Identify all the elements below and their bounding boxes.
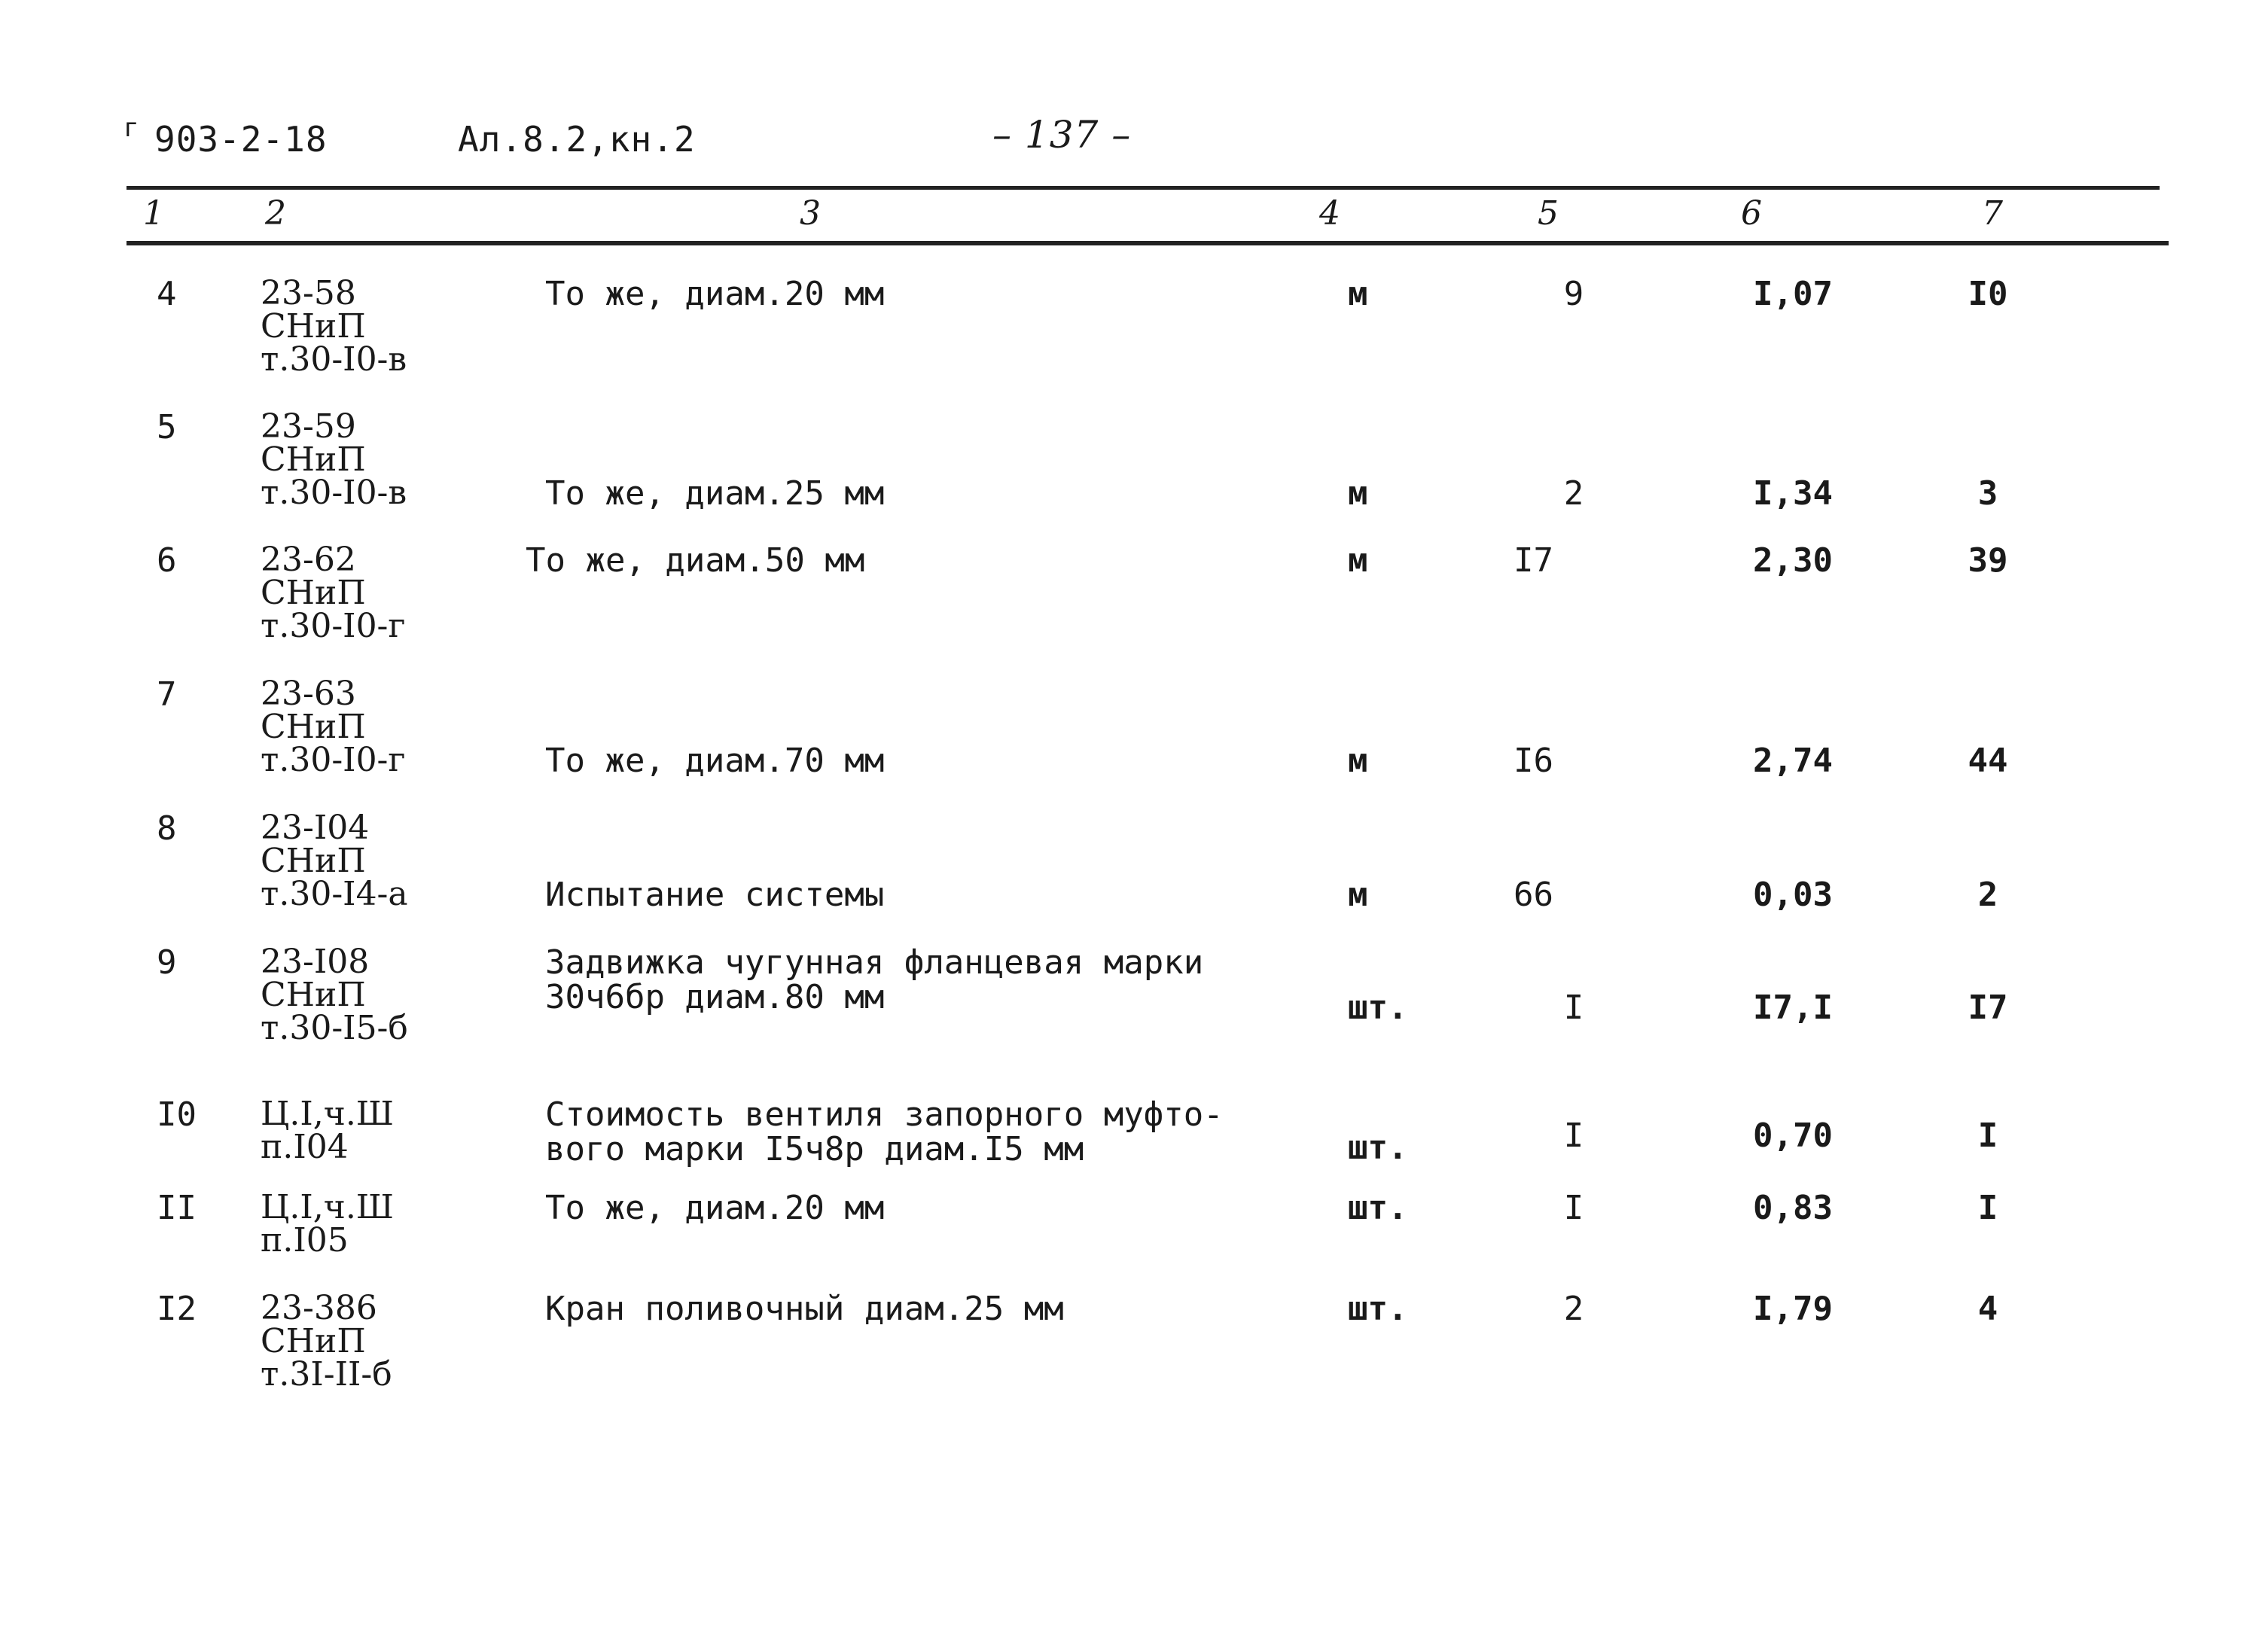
total-cost: 44	[1968, 742, 2008, 780]
unit-price: I,34	[1753, 474, 1833, 513]
work-description: То же, диам.20 мм	[545, 275, 885, 313]
column-number-4: 4	[1319, 194, 1340, 233]
work-description: То же, диам.50 мм	[526, 541, 865, 580]
unit-price: 0,03	[1753, 876, 1833, 914]
row-number: 8	[157, 809, 177, 848]
work-description: Кран поливочный диам.25 мм	[545, 1290, 1064, 1328]
total-cost: 2	[1977, 876, 1998, 914]
unit-price: 2,74	[1753, 742, 1833, 780]
column-number-7: 7	[1982, 194, 2003, 233]
row-number: 7	[157, 675, 177, 714]
unit-price: I,07	[1753, 275, 1833, 313]
norm-reference: Ц.I,ч.Ш п.I05	[261, 1188, 395, 1260]
work-description: Задвижка чугунная фланцевая марки 30ч6бр диам.80 мм	[545, 943, 1204, 1016]
unit: м	[1348, 474, 1368, 513]
total-cost: 3	[1977, 474, 1998, 513]
row-number: 6	[157, 541, 177, 580]
row-number: II	[157, 1189, 197, 1227]
quantity: I	[1563, 1116, 1584, 1155]
row-number: 9	[157, 943, 177, 982]
quantity: I7	[1514, 541, 1553, 580]
norm-reference: Ц.I,ч.Ш п.I04	[261, 1095, 395, 1166]
document-code: 903-2-18	[154, 119, 328, 160]
quantity: 66	[1514, 876, 1553, 914]
quantity: I6	[1514, 742, 1553, 780]
total-cost: I7	[1968, 989, 2008, 1027]
norm-reference: 23-58 СНиП т.30-I0-в	[261, 274, 407, 379]
page-number: – 137 –	[992, 113, 1132, 157]
total-cost: I	[1977, 1116, 1998, 1155]
album-reference: Ал.8.2,кн.2	[458, 119, 696, 160]
column-number-1: 1	[143, 194, 164, 233]
row-number: 5	[157, 408, 177, 446]
row-number: I2	[157, 1290, 197, 1328]
total-cost: 39	[1968, 541, 2008, 580]
quantity: I	[1563, 989, 1584, 1027]
unit: м	[1348, 742, 1368, 780]
quantity: 9	[1563, 275, 1584, 313]
work-description: То же, диам.25 мм	[545, 474, 885, 513]
norm-reference: 23-I04 СНиП т.30-I4-а	[261, 809, 408, 913]
column-number-5: 5	[1538, 194, 1559, 233]
unit: шт.	[1348, 1129, 1408, 1167]
unit-price: I7,I	[1753, 989, 1833, 1027]
unit: м	[1348, 541, 1368, 580]
column-number-2: 2	[265, 194, 286, 233]
total-cost: I	[1977, 1189, 1998, 1227]
norm-reference: 23-63 СНиП т.30-I0-г	[261, 675, 406, 779]
work-description: То же, диам.70 мм	[545, 742, 885, 780]
row-number: I0	[157, 1095, 197, 1134]
norm-reference: 23-386 СНиП т.3I-II-б	[261, 1289, 392, 1394]
work-description: Стоимость вентиля запорного муфто- вого марки I5ч8р диам.I5 мм	[545, 1095, 1224, 1168]
total-cost: I0	[1968, 275, 2008, 313]
quantity: 2	[1563, 474, 1584, 513]
table-top-rule	[127, 186, 2160, 190]
unit-price: I,79	[1753, 1290, 1833, 1328]
work-description: Испытание системы	[545, 876, 885, 914]
unit: м	[1348, 275, 1368, 313]
unit: м	[1348, 876, 1368, 914]
norm-reference: 23-62 СНиП т.30-I0-г	[261, 541, 406, 645]
column-number-3: 3	[800, 194, 821, 233]
total-cost: 4	[1977, 1290, 1998, 1328]
unit: шт.	[1348, 1290, 1408, 1328]
unit-price: 0,83	[1753, 1189, 1833, 1227]
work-description: То же, диам.20 мм	[545, 1189, 885, 1227]
unit-price: 2,30	[1753, 541, 1833, 580]
column-number-6: 6	[1741, 194, 1762, 233]
norm-reference: 23-I08 СНиП т.30-I5-б	[261, 943, 408, 1047]
row-number: 4	[157, 275, 177, 313]
unit-price: 0,70	[1753, 1116, 1833, 1155]
quantity: 2	[1563, 1290, 1584, 1328]
table-header-rule	[127, 241, 2169, 245]
unit: шт.	[1348, 1189, 1408, 1227]
quantity: I	[1563, 1189, 1584, 1227]
unit: шт.	[1348, 989, 1408, 1027]
norm-reference: 23-59 СНиП т.30-I0-в	[261, 407, 407, 512]
corner-mark: г	[123, 113, 139, 143]
